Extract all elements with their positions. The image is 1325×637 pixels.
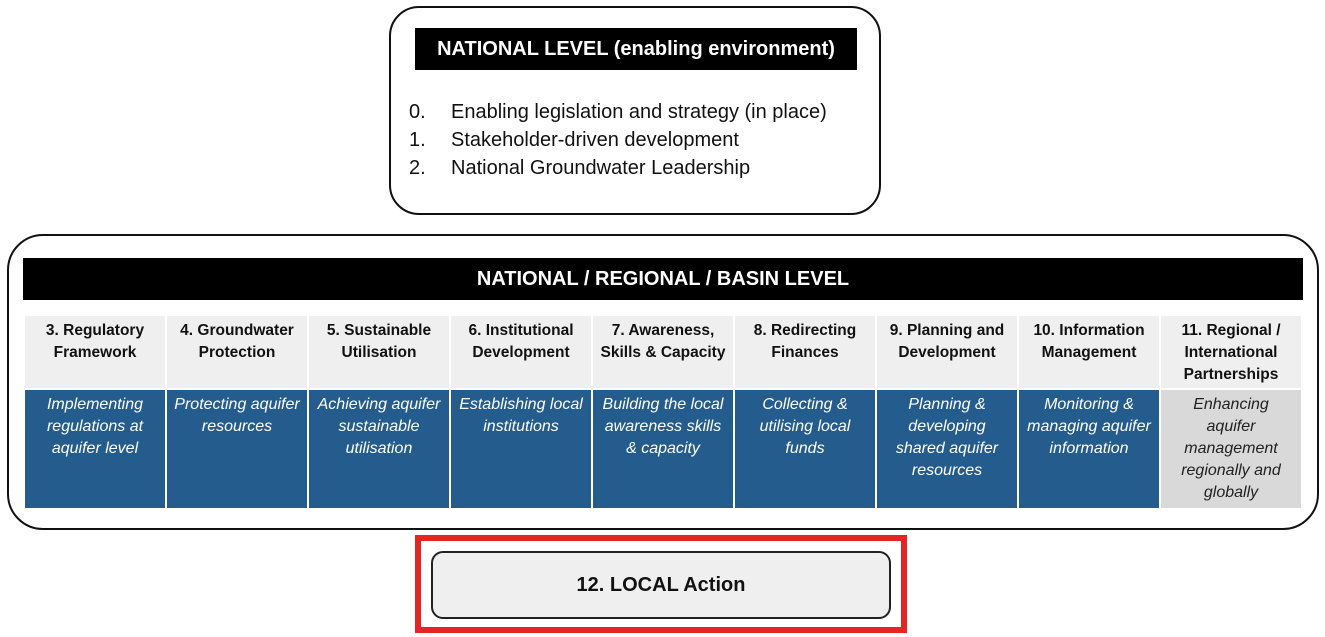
local-action-highlight — [415, 535, 907, 633]
list-item: 1. Stakeholder-driven development — [409, 129, 739, 151]
pillar-heading: 6. Institutional Development — [451, 316, 591, 388]
national-level-title: NATIONAL LEVEL (enabling environment) — [415, 28, 857, 70]
pillar-column-10 — [1019, 316, 1159, 508]
pillar-heading: 9. Planning and Development — [877, 316, 1017, 388]
pillar-heading: 5. Sustainable Utilisation — [309, 316, 449, 388]
pillar-column-5 — [309, 316, 449, 508]
pillar-description: Implementing regulations at aquifer level — [25, 390, 165, 508]
pillar-description: Protecting aquifer resources — [167, 390, 307, 508]
national-level-list — [409, 98, 827, 182]
list-item: 0. Enabling legislation and strategy (in place) — [409, 101, 827, 123]
pillar-heading: 10. Information Management — [1019, 316, 1159, 388]
local-action-box: 12. LOCAL Action — [431, 551, 891, 619]
pillar-description: Building the local awareness skills & capacity — [593, 390, 733, 508]
pillar-heading: 7. Awareness, Skills & Capacity — [593, 316, 733, 388]
pillar-column-3 — [25, 316, 165, 508]
pillar-column-11 — [1161, 316, 1301, 508]
pillar-description: Planning & developing shared aquifer resources — [877, 390, 1017, 508]
pillar-column-8 — [735, 316, 875, 508]
pillar-columns — [25, 316, 1301, 508]
regional-level-box — [7, 234, 1319, 530]
pillar-heading: 11. Regional / International Partnerships — [1161, 316, 1301, 388]
regional-level-title: NATIONAL / REGIONAL / BASIN LEVEL — [23, 258, 1303, 300]
pillar-description: Collecting & utilising local funds — [735, 390, 875, 508]
pillar-description: Achieving aquifer sustainable utilisation — [309, 390, 449, 508]
pillar-column-6 — [451, 316, 591, 508]
national-level-box — [389, 6, 881, 215]
pillar-description: Monitoring & managing aquifer information — [1019, 390, 1159, 508]
pillar-heading: 8. Redirecting Finances — [735, 316, 875, 388]
pillar-description: Establishing local institutions — [451, 390, 591, 508]
pillar-description: Enhancing aquifer management regionally and globally — [1161, 390, 1301, 508]
pillar-heading: 3. Regulatory Framework — [25, 316, 165, 388]
pillar-column-4 — [167, 316, 307, 508]
pillar-column-7 — [593, 316, 733, 508]
pillar-column-9 — [877, 316, 1017, 508]
pillar-heading: 4. Groundwater Protection — [167, 316, 307, 388]
list-item: 2. National Groundwater Leadership — [409, 157, 751, 179]
